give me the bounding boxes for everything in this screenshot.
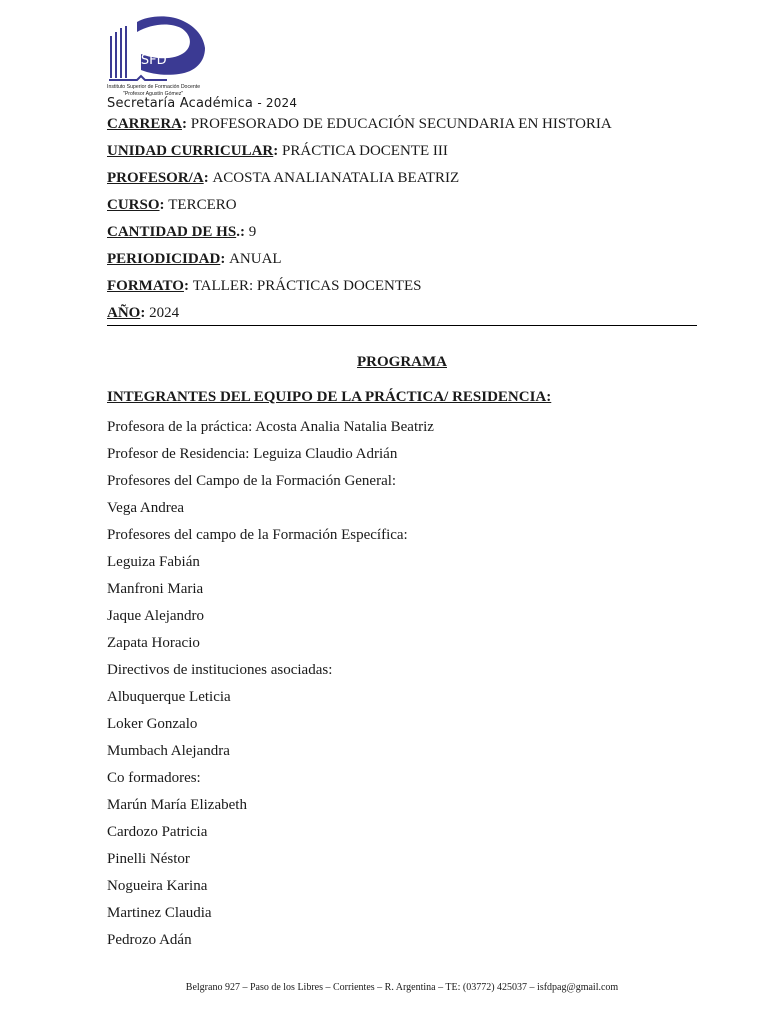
team-heading: INTEGRANTES DEL EQUIPO DE LA PRÁCTICA/ RESIDENCIA: — [107, 389, 552, 405]
field-label: CARRERA — [107, 116, 182, 132]
svg-text:ISFD: ISFD — [137, 53, 167, 68]
list-item: Pinelli Néstor — [107, 851, 190, 867]
course-info-fields — [107, 111, 697, 327]
field-label: PROFESOR/A — [107, 170, 204, 186]
field-row — [107, 273, 697, 300]
field-value: PRÁCTICA DOCENTE III — [282, 143, 448, 159]
list-item: Co formadores: — [107, 770, 201, 786]
field-colon: : — [273, 143, 283, 159]
field-label: UNIDAD CURRICULAR — [107, 143, 274, 159]
book-horn-logo-icon — [107, 14, 207, 98]
list-item: Loker Gonzalo — [107, 716, 198, 732]
list-item: Directivos de instituciones asociadas: — [107, 662, 333, 678]
field-label: CURSO — [107, 197, 160, 213]
list-item: Marún María Elizabeth — [107, 797, 247, 813]
secretaria-year: - 2024 — [257, 96, 298, 110]
list-item: Pedrozo Adán — [107, 932, 192, 948]
secretaria-header — [107, 96, 697, 111]
field-label: FORMATO — [107, 278, 184, 294]
page-footer: Belgrano 927 – Paso de los Libres – Corrientes – R. Argentina – TE: (03772) 425037 – isfdpag@gmail.com — [185, 982, 619, 993]
field-row — [107, 192, 697, 219]
field-row — [107, 300, 697, 327]
list-item: Profesores del Campo de la Formación General: — [107, 473, 397, 489]
field-row — [107, 138, 697, 165]
field-row — [107, 111, 697, 138]
field-colon: : — [182, 116, 191, 132]
field-colon: : — [220, 251, 230, 267]
document-page — [107, 14, 697, 954]
institution-logo — [107, 14, 207, 98]
header-divider — [107, 325, 697, 326]
list-item: Profesora de la práctica: Acosta Analia Natalia Beatriz — [107, 419, 434, 435]
list-item: Cardozo Patricia — [107, 824, 208, 840]
list-item: Nogueira Karina — [107, 878, 208, 894]
list-item: Mumbach Alejandra — [107, 743, 230, 759]
program-title: PROGRAMA — [357, 354, 447, 370]
field-row — [107, 165, 697, 192]
list-item: Manfroni Maria — [107, 581, 204, 597]
field-colon: : — [203, 170, 213, 186]
field-value: TALLER: PRÁCTICAS DOCENTES — [192, 278, 422, 294]
list-item: Leguiza Fabián — [107, 554, 200, 570]
list-item: Vega Andrea — [107, 500, 185, 516]
svg-text:Instituto Superior de Formació: Instituto Superior de Formación Docente — [107, 84, 201, 90]
list-item: Profesores del campo de la Formación Específica: — [107, 527, 408, 543]
field-value: TERCERO — [168, 197, 237, 213]
secretaria-label: Secretaría Académica — [107, 96, 253, 111]
field-colon: : — [140, 305, 150, 321]
list-item: Jaque Alejandro — [107, 608, 205, 624]
list-item: Albuquerque Leticia — [107, 689, 231, 705]
list-item: Profesor de Residencia: Leguiza Claudio Adrián — [107, 446, 398, 462]
field-row — [107, 246, 697, 273]
svg-text:"Profesor Agustín Gómez": "Profesor Agustín Gómez" — [123, 91, 184, 97]
field-colon: : — [183, 278, 193, 294]
list-item: Zapata Horacio — [107, 635, 200, 651]
field-value: 2024 — [149, 305, 180, 321]
field-label: AÑO — [107, 305, 141, 321]
field-label-suffix: . — [236, 224, 240, 240]
field-colon: : — [239, 224, 249, 240]
field-label: PERIODICIDAD — [107, 251, 221, 267]
list-item: Martinez Claudia — [107, 905, 212, 921]
field-label: CANTIDAD DE HS — [107, 224, 237, 240]
field-row — [107, 219, 697, 246]
field-value: ACOSTA ANALIANATALIA BEATRIZ — [212, 170, 460, 186]
field-value: PROFESORADO DE EDUCACIÓN SECUNDARIA EN HISTORIA — [190, 116, 612, 132]
field-colon: : — [159, 197, 169, 213]
field-value: 9 — [248, 224, 257, 240]
team-member-list — [107, 414, 697, 954]
field-value: ANUAL — [229, 251, 282, 267]
